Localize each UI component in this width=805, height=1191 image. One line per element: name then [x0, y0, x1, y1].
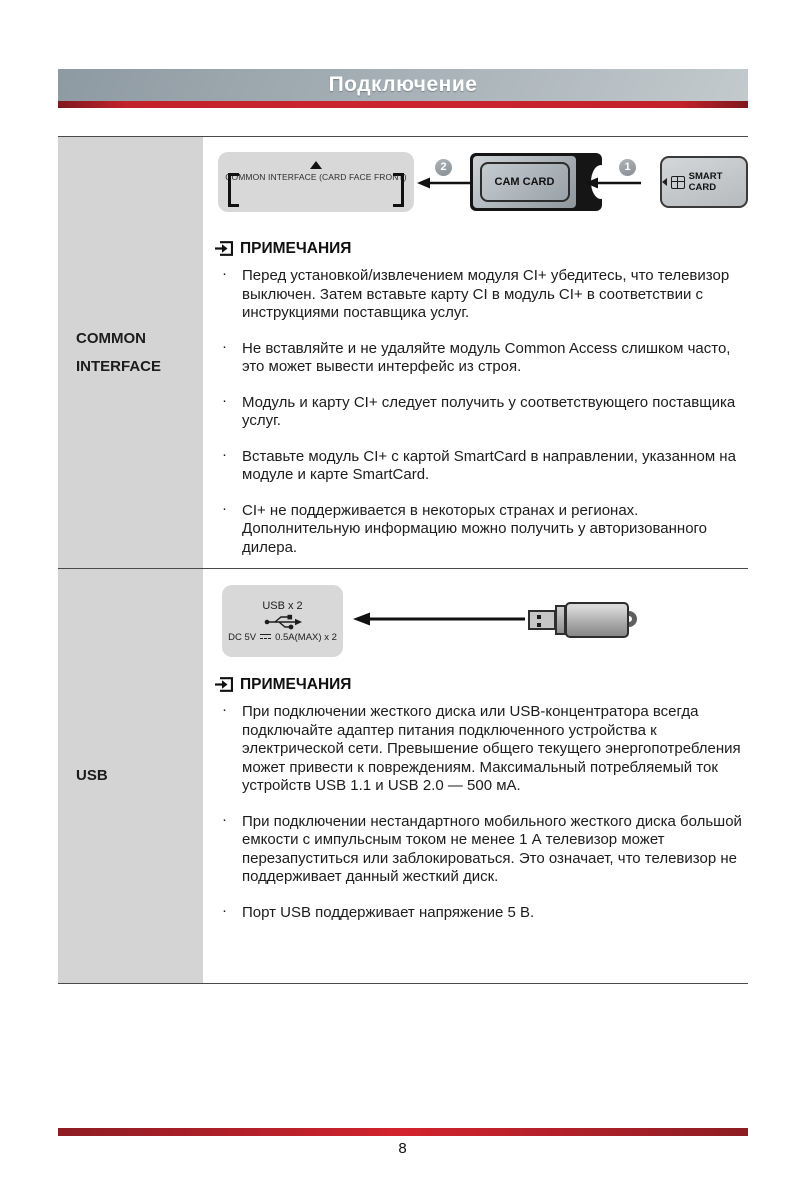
ci-slot-label: COMMON INTERFACE (CARD FACE FRONT) — [225, 172, 407, 182]
section-label-common-interface — [58, 137, 203, 568]
section-usb — [58, 569, 748, 983]
section-label-line: INTERFACE — [76, 357, 162, 375]
bracket-left-icon — [228, 173, 239, 207]
triangle-left-icon — [662, 178, 667, 186]
cam-card-graphic — [470, 153, 602, 211]
section-common-interface — [58, 137, 748, 569]
note-item: · CI+ не поддерживается в некоторых странах и регионах. Дополнительную информацию можно получить у авторизованного дилера. — [215, 502, 742, 558]
arrow-left-icon — [585, 177, 641, 189]
notes-title: ПРИМЕЧАНИЯ — [240, 675, 352, 693]
header-accent-bar — [58, 101, 748, 108]
arrow-left-icon — [353, 612, 525, 626]
section-content — [203, 569, 748, 983]
page-title: Подключение — [328, 73, 478, 96]
section-content — [203, 137, 748, 568]
cam-card-inner — [480, 162, 570, 202]
step-2-badge: 2 — [435, 159, 452, 176]
usb-diagram — [215, 583, 734, 659]
note-item: · Перед установкой/извлечением модуля CI+ убедитесь, что телевизор выключен. Затем вставьте карту CI в модуль CI+ в соответствии с инструкциями поставщика услуг. — [215, 267, 742, 323]
notes-block — [215, 239, 734, 557]
smart-card-graphic — [660, 156, 748, 208]
usb-port-label: USB x 2 — [262, 599, 303, 612]
ci-slot-graphic — [218, 152, 414, 212]
chip-icon — [671, 176, 685, 189]
page-number: 8 — [398, 1140, 407, 1157]
notes-block — [215, 675, 742, 922]
note-item: · При подключении нестандартного мобильного жесткого диска большой емкости с импульсным током не менее 1 А телевизор может перезапуститься или заблокироваться. Это означает, что телевизор не поддерживает данный жесткий диск. — [215, 813, 742, 887]
note-item: · Не вставляйте и не удаляйте модуль Common Access слишком часто, это может вывести интерфейс из строя. — [215, 340, 742, 377]
note-arrow-icon — [215, 677, 233, 692]
drive-body — [565, 602, 629, 638]
note-item: · Вставьте модуль CI+ с картой SmartCard в направлении, указанном на модуле и карте SmartCard. — [215, 448, 742, 485]
smart-card-label: SMART CARD — [688, 171, 723, 193]
usb-trident-icon — [264, 614, 302, 630]
section-label-usb — [58, 569, 203, 983]
ci-diagram — [215, 151, 734, 229]
notes-title: ПРИМЕЧАНИЯ — [240, 239, 352, 257]
drive-connector — [528, 610, 556, 630]
usb-flash-drive-graphic — [528, 602, 643, 638]
power-suffix: 0.5A(MAX) x 2 — [275, 631, 337, 643]
page-header — [58, 69, 748, 101]
dc-symbol-icon — [259, 633, 272, 642]
notes-list — [215, 267, 734, 557]
notes-heading — [215, 239, 734, 258]
triangle-up-icon — [310, 161, 322, 169]
arrow-left-icon — [417, 177, 471, 189]
usb-power-rating — [228, 632, 337, 643]
notes-heading — [215, 675, 734, 694]
footer-accent-bar — [58, 1128, 748, 1136]
step-1-badge: 1 — [619, 159, 636, 176]
bracket-right-icon — [393, 173, 404, 207]
section-label-line: COMMON — [76, 329, 146, 347]
cam-card-label: CAM CARD — [494, 176, 555, 188]
section-label-line: USB — [76, 767, 108, 784]
note-arrow-icon — [215, 241, 233, 256]
cam-card-plate — [473, 156, 576, 208]
usb-port-graphic — [222, 585, 343, 657]
note-item: · Порт USB поддерживает напряжение 5 В. — [215, 904, 742, 923]
notes-list — [215, 703, 742, 922]
note-item: · При подключении жесткого диска или USB-концентратора всегда подключайте адаптер питания подключенного устройства к электрической сети. Превышение общего текущего энергопотребления может привести к повреждениям. Максимальный потребляемый ток устройств USB 1.1 и USB 2.0 — 500 мА. — [215, 703, 742, 796]
power-prefix: DC 5V — [228, 631, 257, 643]
note-item: · Модуль и карту CI+ следует получить у соответствующего поставщика услуг. — [215, 394, 742, 431]
connection-table — [58, 136, 748, 984]
